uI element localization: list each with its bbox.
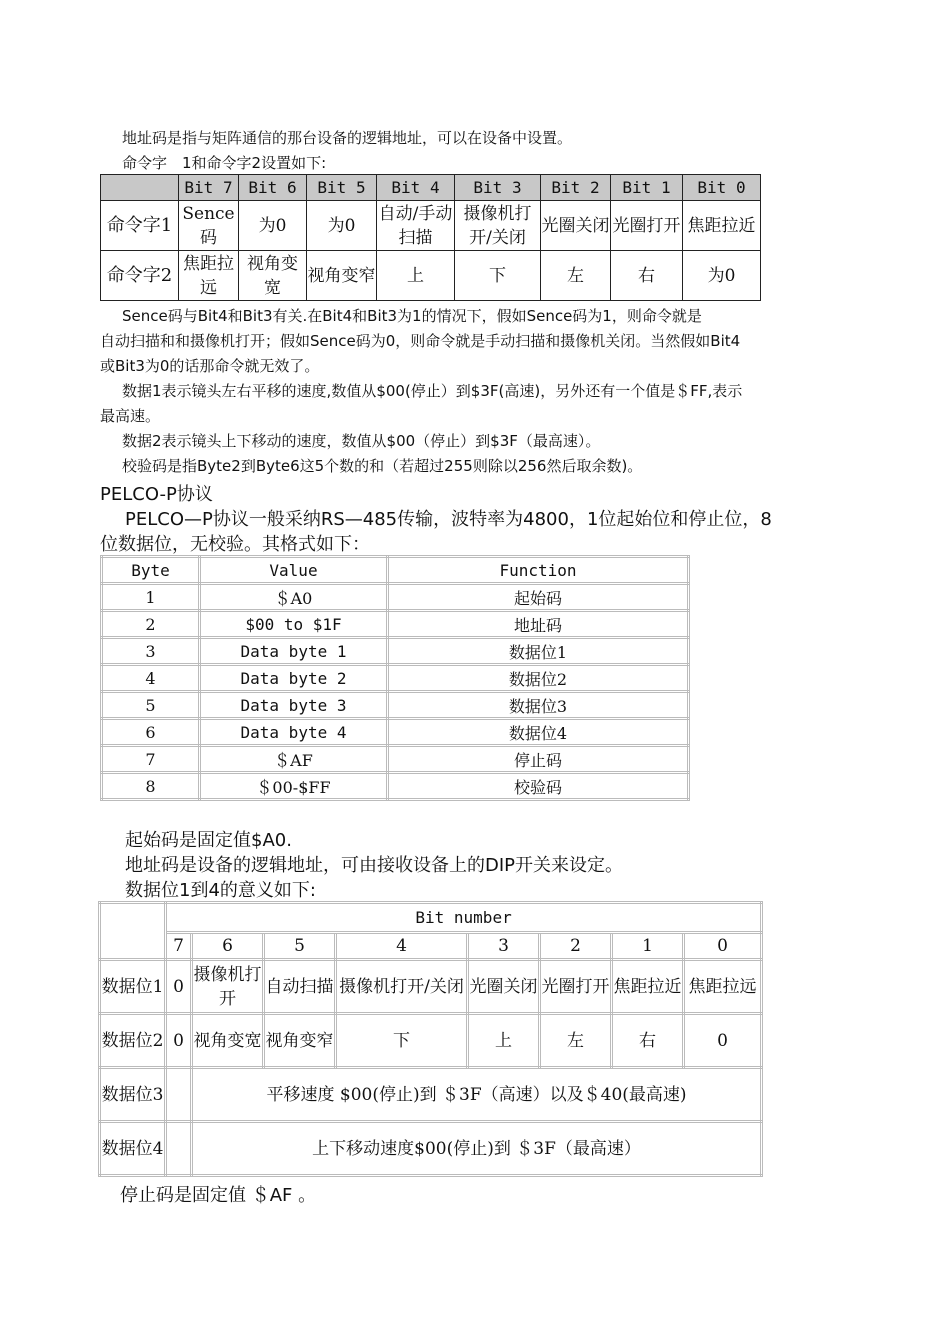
table-cell: 7 <box>102 746 200 773</box>
table-cell: 上 <box>377 251 455 301</box>
table-cell: 6 <box>102 719 200 746</box>
paragraph-data-bits-intro: 数据位1到4的意义如下: <box>125 880 316 901</box>
paragraph-data1-cont: 最高速。 <box>100 407 161 425</box>
bit-header: 2 <box>540 933 612 960</box>
table-cell: Data byte 1 <box>200 638 388 665</box>
table-cell: 8 <box>102 773 200 800</box>
table-header-cell: Byte <box>102 557 200 584</box>
table-row <box>102 692 689 719</box>
table-row <box>101 251 761 301</box>
table-cell: 光圈打开 <box>540 960 612 1014</box>
table-cell: 数据位3 <box>388 692 689 719</box>
paragraph-sence-cont: 或Bit3为0的话那命令就无效了。 <box>100 357 320 375</box>
table-row <box>102 665 689 692</box>
table-row <box>100 1014 762 1068</box>
table-header-cell <box>101 175 179 201</box>
paragraph-checksum: 校验码是指Byte2到Byte6这5个数的和（若超过255则除以256然后取余数)。 <box>122 457 643 475</box>
bit-header: 7 <box>166 933 192 960</box>
table-row <box>100 1068 762 1122</box>
table-cell: 摄像机打开/关闭 <box>455 201 541 251</box>
table-cell: 停止码 <box>388 746 689 773</box>
row-label: 命令字2 <box>101 251 179 301</box>
table-cell: 光圈打开 <box>611 201 683 251</box>
table-header-cell: Bit 5 <box>307 175 377 201</box>
table-cell: 摄像机打开/关闭 <box>336 960 468 1014</box>
table-header-row <box>100 933 762 960</box>
table-cell: 右 <box>611 251 683 301</box>
table-cell: 自动扫描 <box>264 960 336 1014</box>
table-row <box>102 773 689 800</box>
table-cell: 视角变宽 <box>192 1014 264 1068</box>
table-cell: 光圈关闭 <box>468 960 540 1014</box>
table-header-row <box>102 557 689 584</box>
table-cell: 焦距拉近 <box>612 960 684 1014</box>
table-cell: Data byte 4 <box>200 719 388 746</box>
table-row <box>102 611 689 638</box>
paragraph-address-code: 地址码是指与矩阵通信的那台设备的逻辑地址，可以在设备中设置。 <box>122 129 573 147</box>
table-cell: 数据位2 <box>388 665 689 692</box>
table-row <box>100 960 762 1014</box>
bit-header: 6 <box>192 933 264 960</box>
table-header-cell: Bit 6 <box>239 175 307 201</box>
table-cell: 焦距拉远 <box>179 251 239 301</box>
bit-header: 4 <box>336 933 468 960</box>
paragraph-sence: Sence码与Bit4和Bit3有关.在Bit4和Bit3为1的情况下，假如Sence码为1，则命令就是 <box>122 307 702 325</box>
bit-number-title: Bit number <box>166 903 762 933</box>
table-cell: 左 <box>541 251 611 301</box>
table-header-cell: Bit 2 <box>541 175 611 201</box>
table-header-cell: Function <box>388 557 689 584</box>
table-cell: 光圈关闭 <box>541 201 611 251</box>
table-header-cell: Bit 3 <box>455 175 541 201</box>
paragraph-command-word-intro: 命令字 1和命令字2设置如下: <box>122 154 327 172</box>
table-cell: 摄像机打开 <box>192 960 264 1014</box>
bit-header: 5 <box>264 933 336 960</box>
table-cell: ＄00-$FF <box>200 773 388 800</box>
table-cell: 4 <box>102 665 200 692</box>
table-header-cell: Bit 1 <box>611 175 683 201</box>
table-cell: 3 <box>102 638 200 665</box>
paragraph-stop-code: 停止码是固定值 ＄AF 。 <box>120 1185 317 1206</box>
table-header-row <box>100 903 762 933</box>
pelco-p-format-table <box>100 555 690 801</box>
table-cell: 下 <box>455 251 541 301</box>
table-row <box>102 719 689 746</box>
table-cell: $00 to $1F <box>200 611 388 638</box>
table-cell: 焦距拉远 <box>684 960 762 1014</box>
paragraph-data2: 数据2表示镜头上下移动的速度，数值从$00（停止）到$3F（最高速）。 <box>122 432 601 450</box>
merged-cell: 上下移动速度$00(停止)到 ＄3F（最高速） <box>192 1122 762 1176</box>
table-cell: 上 <box>468 1014 540 1068</box>
table-row <box>100 1122 762 1176</box>
row-label: 命令字1 <box>101 201 179 251</box>
table-cell: 自动/手动扫描 <box>377 201 455 251</box>
table-header-cell: Bit 4 <box>377 175 455 201</box>
row-label: 数据位4 <box>100 1122 166 1176</box>
table-row <box>102 638 689 665</box>
table-cell: 焦距拉近 <box>683 201 761 251</box>
table-cell <box>166 1068 192 1122</box>
paragraph-pelco-p: PELCO—P协议一般采纳RS—485传输，波特率为4800，1位起始位和停止位，8 <box>125 509 772 530</box>
row-label: 数据位1 <box>100 960 166 1014</box>
table-cell: 右 <box>612 1014 684 1068</box>
bit-header: 3 <box>468 933 540 960</box>
table-cell <box>166 1122 192 1176</box>
paragraph-sence-cont: 自动扫描和和摄像机打开；假如Sence码为0，则命令就是手动扫描和摄像机关闭。当然假如Bit4 <box>100 332 741 350</box>
table-cell: 5 <box>102 692 200 719</box>
table-cell: 为0 <box>307 201 377 251</box>
table-cell: 视角变宽 <box>239 251 307 301</box>
table-cell: 0 <box>166 960 192 1014</box>
row-label: 数据位2 <box>100 1014 166 1068</box>
table-cell: 为0 <box>683 251 761 301</box>
paragraph-address-dip: 地址码是设备的逻辑地址，可由接收设备上的DIP开关来设定。 <box>125 855 624 876</box>
table-header-cell: Bit 7 <box>179 175 239 201</box>
table-header-cell: Bit 0 <box>683 175 761 201</box>
section-heading: PELCO-P协议 <box>100 484 213 505</box>
table-cell: 为0 <box>239 201 307 251</box>
table-header-row <box>101 175 761 201</box>
bit-header: 0 <box>684 933 762 960</box>
table-row <box>102 584 689 611</box>
table-cell: 1 <box>102 584 200 611</box>
table-cell: 0 <box>684 1014 762 1068</box>
table-row <box>101 201 761 251</box>
table-cell: Sence码 <box>179 201 239 251</box>
table-cell: ＄A0 <box>200 584 388 611</box>
table-cell: 视角变窄 <box>264 1014 336 1068</box>
table-header-cell: Value <box>200 557 388 584</box>
table-cell: Data byte 3 <box>200 692 388 719</box>
table-cell: 数据位1 <box>388 638 689 665</box>
table-cell: 起始码 <box>388 584 689 611</box>
row-label: 数据位3 <box>100 1068 166 1122</box>
table-cell: 视角变窄 <box>307 251 377 301</box>
paragraph-data1: 数据1表示镜头左右平移的速度,数值从$00(停止）到$3F(高速)，另外还有一个值是＄FF,表示 <box>122 382 743 400</box>
table-row <box>102 746 689 773</box>
table-cell: 0 <box>166 1014 192 1068</box>
bit-header: 1 <box>612 933 684 960</box>
table-cell: Data byte 2 <box>200 665 388 692</box>
table-corner-cell <box>100 903 166 960</box>
command-word-table <box>100 174 761 301</box>
merged-cell: 平移速度 $00(停止)到 ＄3F（高速）以及＄40(最高速) <box>192 1068 762 1122</box>
table-cell: 数据位4 <box>388 719 689 746</box>
table-cell: 下 <box>336 1014 468 1068</box>
table-cell: ＄AF <box>200 746 388 773</box>
table-cell: 左 <box>540 1014 612 1068</box>
table-cell: 校验码 <box>388 773 689 800</box>
paragraph-start-code: 起始码是固定值$A0. <box>125 830 292 851</box>
paragraph-pelco-p-cont: 位数据位，无校验。其格式如下： <box>100 534 370 555</box>
table-cell: 2 <box>102 611 200 638</box>
data-bits-table <box>98 901 763 1177</box>
table-cell: 地址码 <box>388 611 689 638</box>
